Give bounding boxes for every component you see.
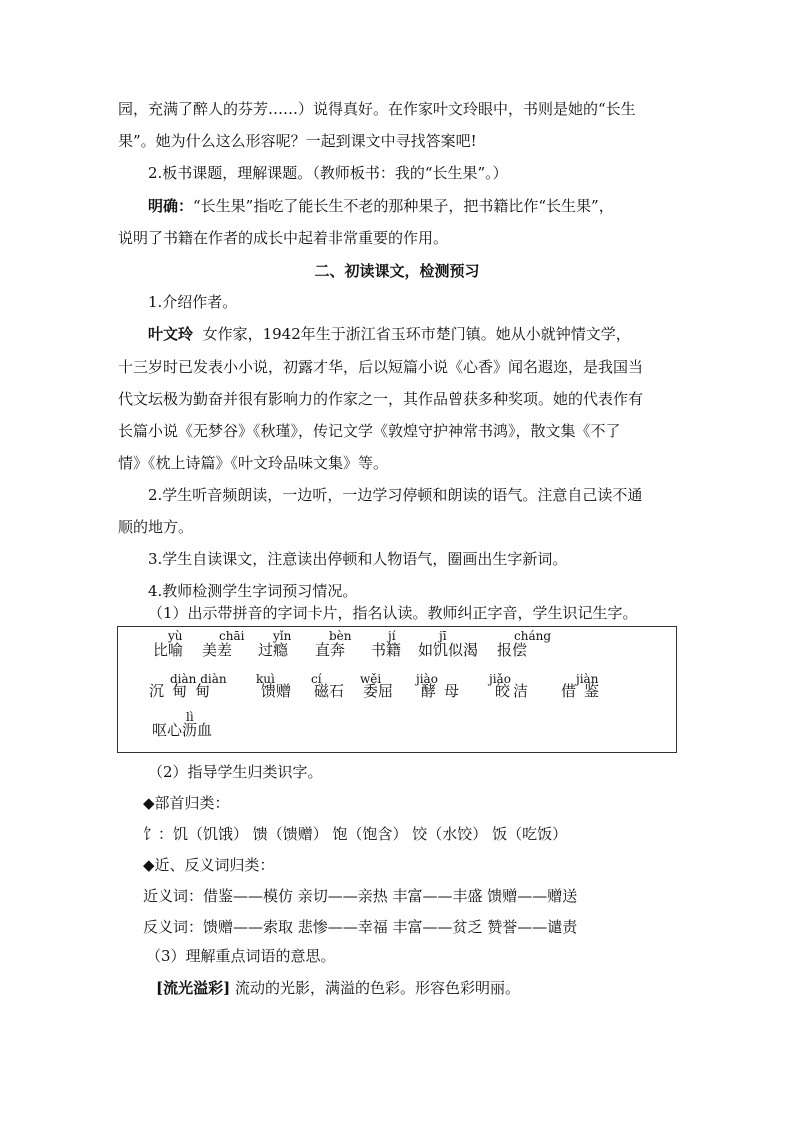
- author-line-5: 情》《枕上诗篇》《叶文玲品味文集》等。: [118, 454, 389, 472]
- item-3: 3.学生自读课文，注意读出停顿和人物语气，圈画出生字新词。: [148, 550, 568, 568]
- term-text: 流动的光影，满溢的色彩。形容色彩明丽。: [234, 979, 520, 997]
- word: 馈赠: [261, 682, 292, 700]
- pinyin: jiào: [416, 672, 438, 686]
- pinyin: yù: [168, 629, 183, 643]
- radical-line: 饣：饥（饥饿） 馈（馈赠） 饱（饱含） 饺（水饺） 饭（吃饭）: [143, 825, 568, 843]
- author-line-3: 代文坛极为勤奋并很有影响力的作家之一，其作品曾获多种奖项。她的代表作有: [118, 390, 644, 408]
- word: 报偿: [497, 641, 528, 659]
- pinyin: jiàn: [576, 672, 599, 686]
- word: 皎洁: [495, 682, 532, 700]
- step-2: （2）指导学生归类识字。: [148, 763, 323, 781]
- word: 比喻: [153, 641, 184, 659]
- pinyin: cháng: [514, 629, 552, 643]
- word: 磁石: [314, 682, 345, 700]
- term-label: [流光溢彩]: [156, 979, 231, 997]
- term-definition: [156, 978, 716, 998]
- word: 沉甸甸: [149, 682, 219, 700]
- pinyin: wěi: [360, 672, 382, 686]
- word: 直奔: [315, 641, 346, 659]
- word: 呕心沥血: [152, 721, 213, 739]
- author-line-4: 长篇小说《无梦谷》《秋瑾》，传记文学《敦煌守护神常书鸿》，散文集《不了: [118, 422, 621, 440]
- author-line-2: 十三岁时已发表小小说，初露才华，后以短篇小说《心香》闻名遐迩，是我国当: [118, 358, 644, 376]
- pinyin-word-card: [117, 626, 677, 753]
- word: 书籍: [371, 641, 402, 659]
- word: 美差: [202, 641, 233, 659]
- author-name: 叶文玲: [148, 325, 194, 343]
- pinyin: diàn diàn: [170, 672, 227, 686]
- pinyin: bèn: [329, 629, 352, 643]
- intro-line-1: 园，充满了醉人的芬芳……）说得真好。在作家叶文玲眼中，书则是她的“长生: [118, 100, 636, 118]
- word: 借鉴: [561, 682, 608, 700]
- item-1: 1.介绍作者。: [148, 293, 238, 311]
- item-2-line-2: 顺的地方。: [118, 518, 194, 536]
- intro-line-2: 果”。她为什么这么形容呢？一起到课文中寻找答案吧!: [118, 132, 477, 150]
- section-title: 二、初读课文，检测预习: [314, 262, 480, 280]
- word: 酵母: [421, 682, 468, 700]
- word: 如饥似渴: [418, 641, 479, 659]
- pinyin: yǐn: [273, 629, 292, 643]
- author-text-1: 女作家，1942年生于浙江省玉环市楚门镇。她从小就钟情文学，: [202, 325, 631, 343]
- item-2-line-1: 2.学生听音频朗读，一边听，一边学习停顿和朗读的语气。注意自己读不通: [148, 486, 643, 504]
- pinyin: kuì: [256, 672, 275, 686]
- pinyin: jiǎo: [489, 672, 511, 686]
- word: 过瘾: [258, 641, 289, 659]
- synonym-line: 近义词：借鉴——模仿 亲切——亲热 丰富——丰盛 馈赠——赠送: [143, 887, 578, 905]
- synonym-heading: ◆近、反义词归类：: [143, 856, 275, 874]
- step-3: （3）理解重点词语的意思。: [146, 947, 336, 965]
- pinyin: chāi: [219, 629, 245, 643]
- radical-heading: ◆部首归类：: [143, 794, 230, 812]
- author-line-1: [148, 324, 708, 344]
- pinyin: jī: [439, 629, 447, 643]
- pinyin: jí: [388, 629, 396, 643]
- mingque-text: “长生果”指吃了能长生不老的那种果子，把书籍比作“长生果”，: [193, 197, 614, 215]
- word: 委屈: [363, 682, 394, 700]
- pinyin: cí: [311, 672, 322, 686]
- item-4: 4.教师检测学生字词预习情况。: [148, 582, 358, 600]
- mingque-line-1: [148, 196, 708, 216]
- mingque-line-2: 说明了书籍在作者的成长中起着非常重要的作用。: [118, 229, 449, 247]
- pinyin: lì: [186, 710, 194, 724]
- item-2-board: 2.板书课题，理解课题。（教师板书：我的“长生果”。）: [148, 164, 508, 182]
- step-1: （1）出示带拼音的字词卡片，指名认读。教师纠正字音，学生识记生字。: [148, 604, 638, 622]
- mingque-label: 明确：: [148, 197, 194, 215]
- antonym-line: 反义词：馈赠——索取 悲惨——幸福 丰富——贫乏 赞誉——谴责: [143, 918, 578, 936]
